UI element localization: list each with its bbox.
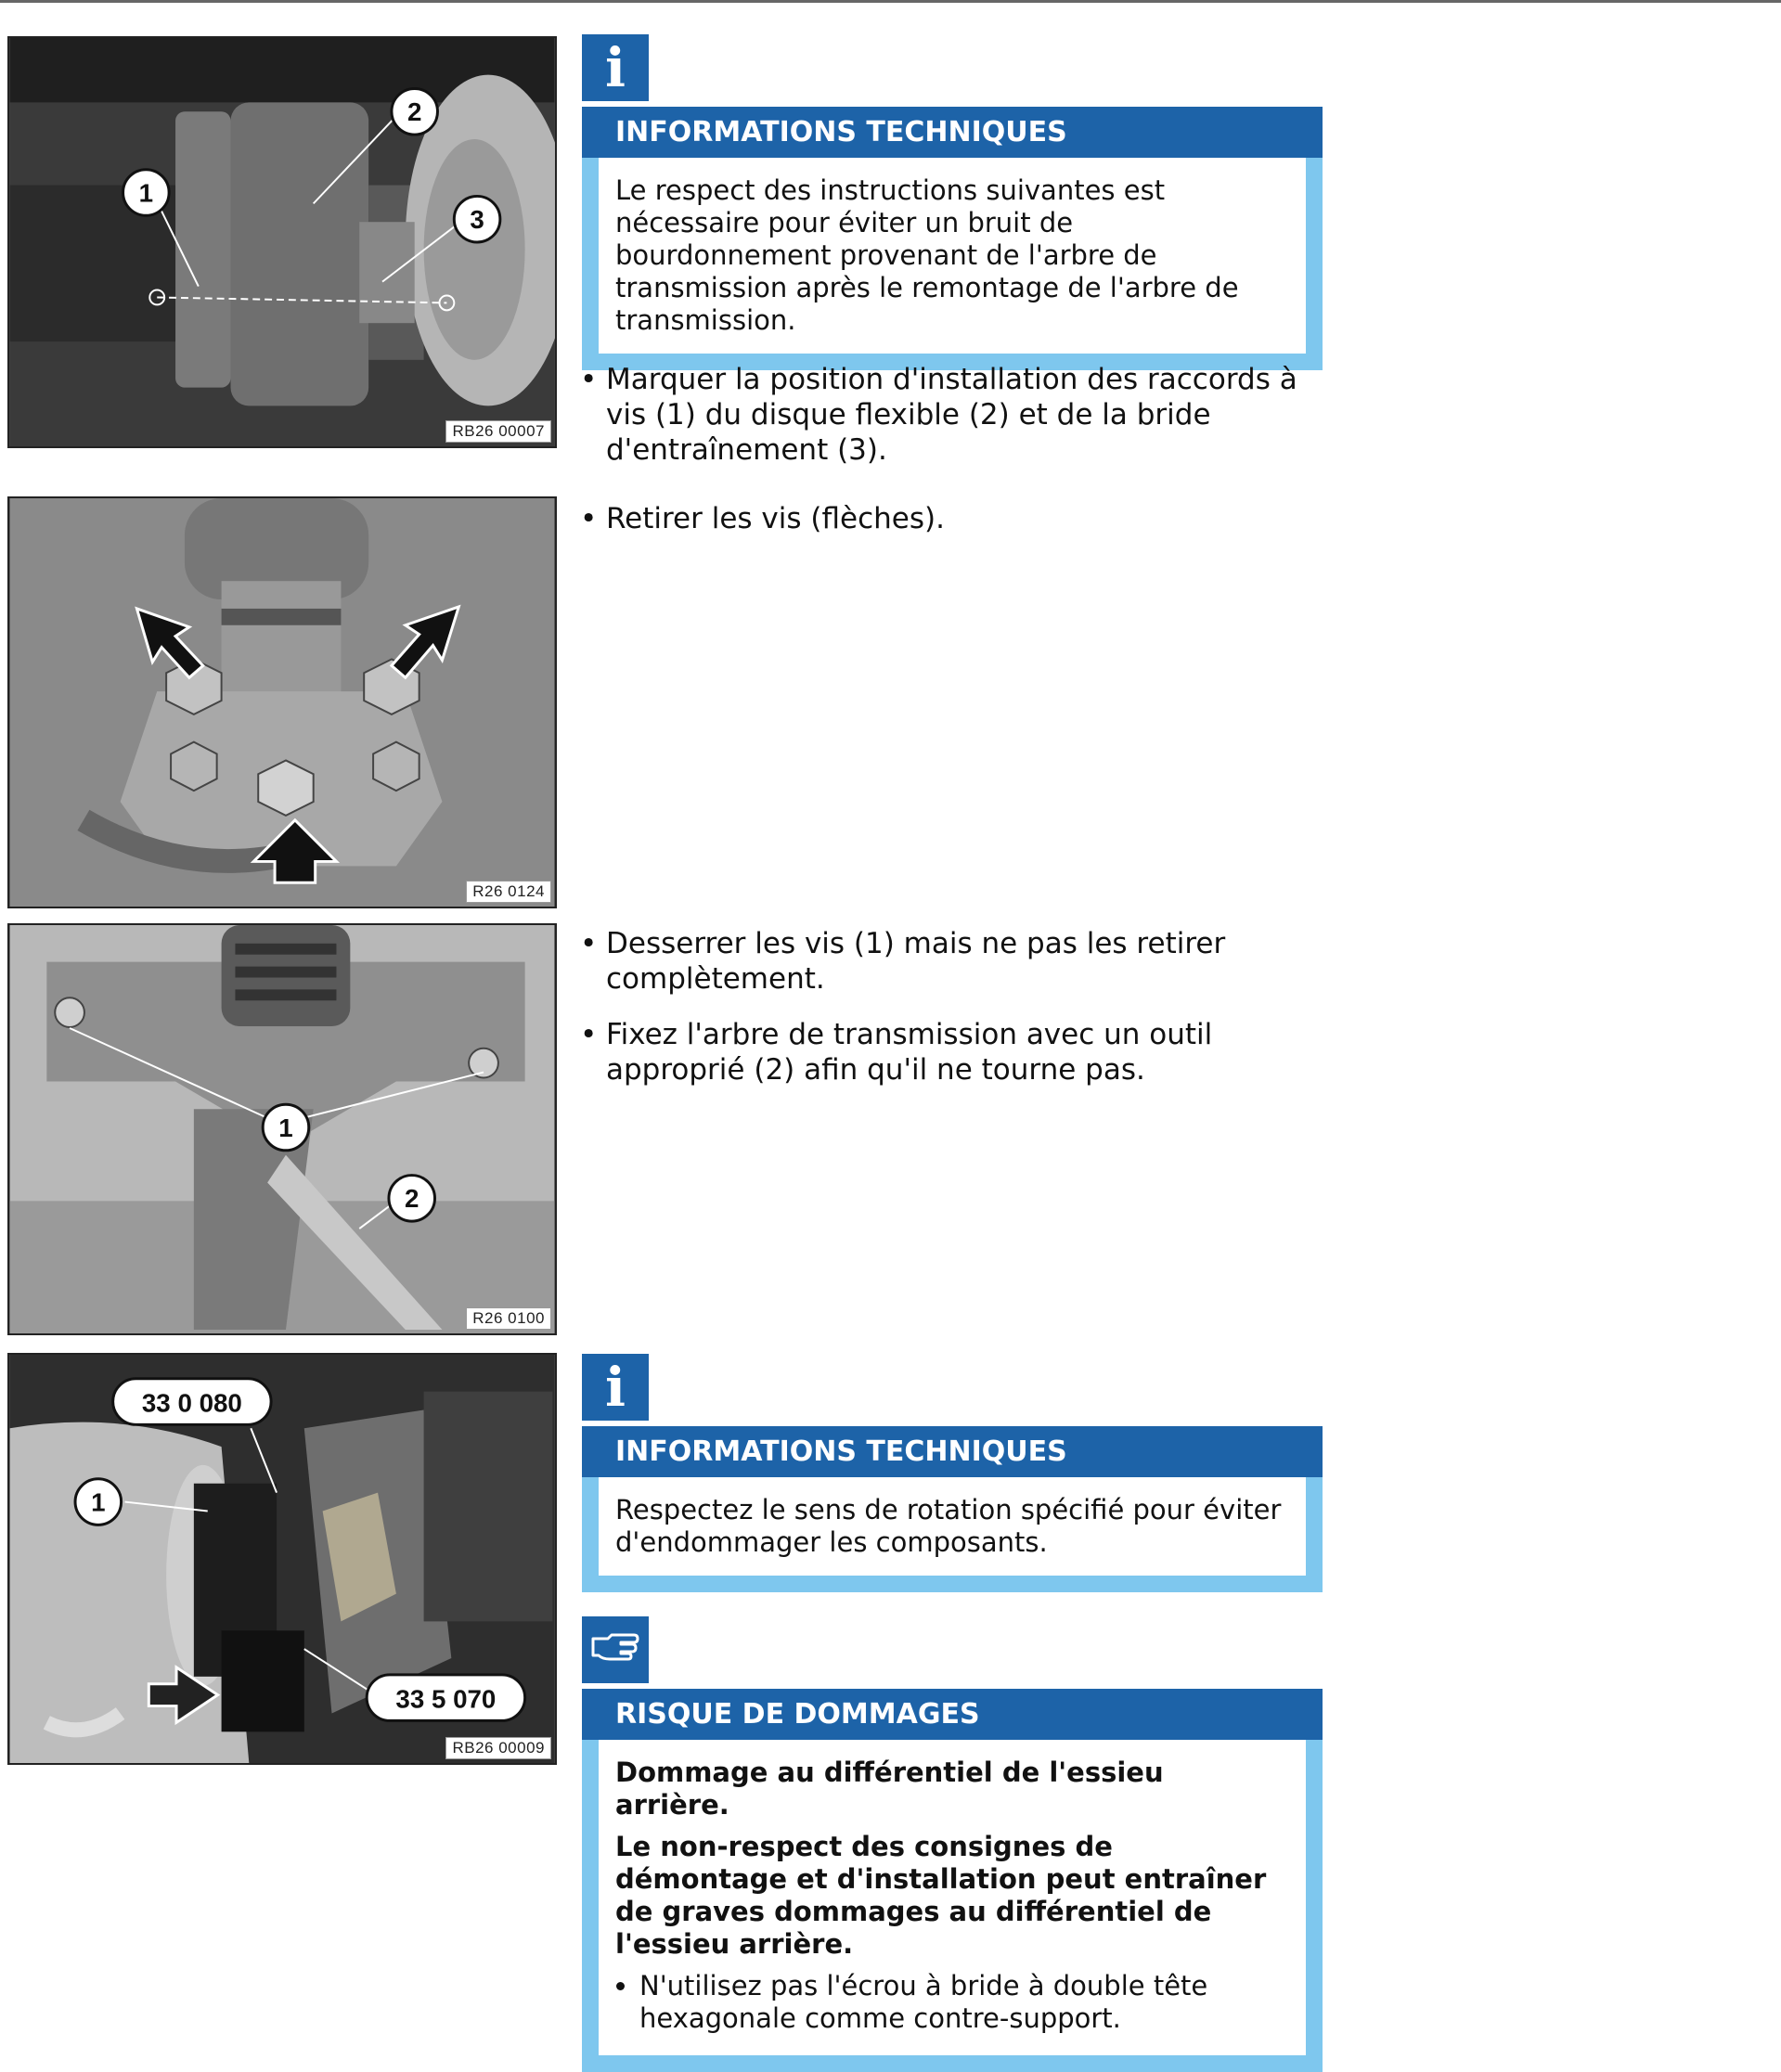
info-panel-heading: INFORMATIONS TECHNIQUES [582, 107, 1323, 158]
photo-4-illustration [9, 1355, 555, 1763]
step-list-3 [580, 926, 1304, 1108]
tool-label-330080: 33 0 080 [141, 1388, 242, 1418]
step-list-2 [580, 501, 1304, 557]
step-list-1 [580, 362, 1304, 488]
callout-3: 3 [470, 205, 484, 235]
photo-1-illustration [9, 38, 555, 446]
info-panel-2 [582, 1426, 1323, 1592]
warning-line-2: Le non-respect des consignes de démontage et d'installation peut entraîner de graves dommages au différentiel de l'essieu arrière. [615, 1831, 1267, 1960]
info-panel-text: Respectez le sens de rotation spécifié pour éviter d'endommager les composants. [615, 1494, 1282, 1558]
callout-2: 2 [405, 1184, 419, 1214]
step-item: • Retirer les vis (flèches). [580, 501, 1304, 536]
warning-line-1: Dommage au différentiel de l'essieu arrière. [615, 1757, 1164, 1821]
info-icon: i [582, 34, 649, 101]
photo-special-tools [7, 1353, 557, 1765]
photo-loosen-screws [7, 923, 557, 1335]
info-panel-1 [582, 107, 1323, 370]
tool-label-335070: 33 5 070 [395, 1684, 497, 1714]
photo-flexible-disc-marking [7, 36, 557, 448]
step-item: • Marquer la position d'installation des raccords à vis (1) du disque flexible (2) et de la bride d'entraînement (3). [580, 362, 1304, 468]
info-icon: i [582, 1354, 649, 1421]
warning-panel [582, 1689, 1323, 2072]
photo-id: R26 0124 [466, 881, 551, 903]
pointing-hand-icon [582, 1616, 649, 1683]
photo-id: R26 0100 [466, 1307, 551, 1330]
warning-heading: RISQUE DE DOMMAGES [582, 1689, 1323, 1740]
callout-2: 2 [407, 97, 422, 127]
photo-remove-screws [7, 496, 557, 908]
top-rule [0, 0, 1781, 3]
photo-id: RB26 00007 [445, 420, 551, 443]
warning-bullet: • N'utilisez pas l'écrou à bride à double tête hexagonale comme contre-support. [639, 1970, 1284, 2035]
callout-1: 1 [138, 178, 154, 208]
photo-3-illustration [9, 925, 555, 1333]
callout-1: 1 [278, 1113, 293, 1142]
photo-2-illustration [9, 498, 555, 907]
step-item: • Desserrer les vis (1) mais ne pas les retirer complètement. [580, 926, 1304, 997]
info-panel-text: Le respect des instructions suivantes est nécessaire pour éviter un bruit de bourdonnement provenant de l'arbre de transmission après le remontage de l'arbre de transmission. [615, 174, 1239, 336]
info-panel-heading: INFORMATIONS TECHNIQUES [582, 1426, 1323, 1477]
callout-1: 1 [91, 1487, 106, 1517]
photo-id: RB26 00009 [445, 1737, 551, 1759]
warning-bullets [615, 1970, 1284, 2035]
step-item: • Fixez l'arbre de transmission avec un outil approprié (2) afin qu'il ne tourne pas. [580, 1017, 1304, 1087]
